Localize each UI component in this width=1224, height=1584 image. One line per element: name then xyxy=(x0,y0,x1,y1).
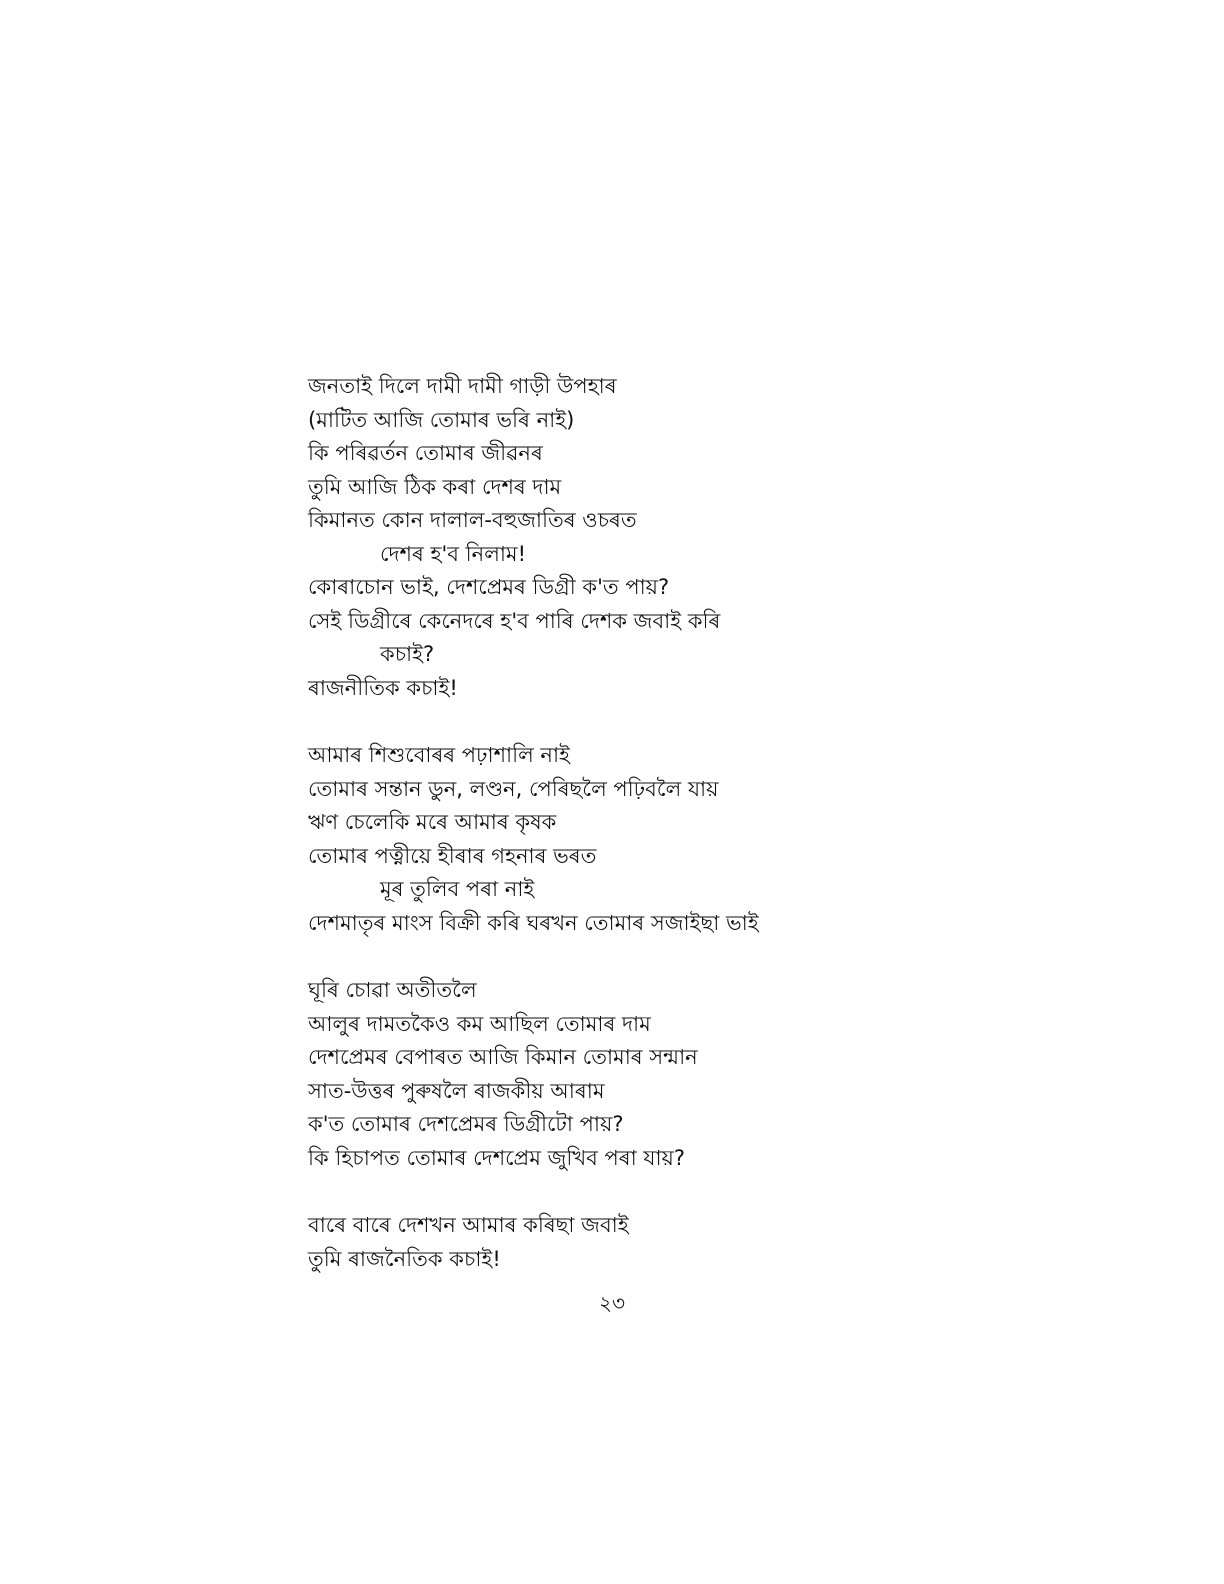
poem-line: তুমি আজি ঠিক কৰা দেশৰ দাম xyxy=(308,474,562,499)
poem-line: কি হিচাপত তোমাৰ দেশপ্ৰেম জুখিব পৰা যায়? xyxy=(308,1145,686,1170)
poem-line: ৰাজনীতিক কচাই! xyxy=(308,675,458,700)
poem-line: (মাটিত আজি তোমাৰ ভৰি নাই) xyxy=(308,407,575,432)
poem-line-indented: কচাই? xyxy=(380,642,435,666)
poem-line: দেশপ্ৰেমৰ বেপাৰত আজি কিমান তোমাৰ সন্মান xyxy=(308,1045,698,1069)
poem-line-indented: দেশৰ হ'ব নিলাম! xyxy=(380,541,527,566)
poem-line: দেশমাতৃৰ মাংস বিক্ৰী কৰি ঘৰখন তোমাৰ সজাইছা ভাই xyxy=(308,910,759,935)
poem-line: ঋণ চেলেকি মৰে আমাৰ কৃষক xyxy=(308,810,557,834)
poem-body xyxy=(308,370,1108,1310)
poem-line: জনতাই দিলে দামী দামী গাড়ী উপহাৰ xyxy=(308,374,617,398)
poem-line: বাৰে বাৰে দেশখন আমাৰ কৰিছা জবাই xyxy=(308,1213,629,1237)
poem-line: কোৰাচোন ভাই, দেশপ্ৰেমৰ ডিগ্ৰী ক'ত পায়? xyxy=(308,575,670,599)
poem-line: আমাৰ শিশুবোৰৰ পঢ়াশালি নাই xyxy=(308,743,570,767)
stanza-2 xyxy=(308,739,1108,940)
page-number: ২৩ xyxy=(598,1291,625,1315)
poem-line: কি পৰিৱৰ্তন তোমাৰ জীৱনৰ xyxy=(308,441,543,465)
stanza-4 xyxy=(308,1209,1108,1276)
poem-line: ঘূৰি চোৱা অতীতলৈ xyxy=(308,978,477,1002)
poem-line-indented: মূৰ তুলিব পৰা নাই xyxy=(380,877,535,901)
poem-line: সাত-উত্তৰ পুৰুষলৈ ৰাজকীয় আৰাম xyxy=(308,1078,605,1103)
poem-line: আলুৰ দামতকৈও কম আছিল তোমাৰ দাম xyxy=(308,1011,651,1036)
poem-line: কিমানত কোন দালাল-বহুজাতিৰ ওচৰত xyxy=(308,508,637,532)
poem-line: তুমি ৰাজনৈতিক কচাই! xyxy=(308,1246,501,1271)
poem-line: সেই ডিগ্ৰীৰে কেনেদৰে হ'ব পাৰি দেশক জবাই কৰি xyxy=(308,608,721,633)
poem-line: ক'ত তোমাৰ দেশপ্ৰেমৰ ডিগ্ৰীটো পায়? xyxy=(308,1112,624,1136)
poem-line: তোমাৰ পত্নীয়ে হীৰাৰ গহনাৰ ভৰত xyxy=(308,843,597,868)
poem-line: তোমাৰ সন্তান ডুন, লণ্ডন, পেৰিছলৈ পঢ়িবলৈ যায় xyxy=(308,776,719,801)
stanza-3 xyxy=(308,974,1108,1175)
stanza-1 xyxy=(308,370,1108,705)
